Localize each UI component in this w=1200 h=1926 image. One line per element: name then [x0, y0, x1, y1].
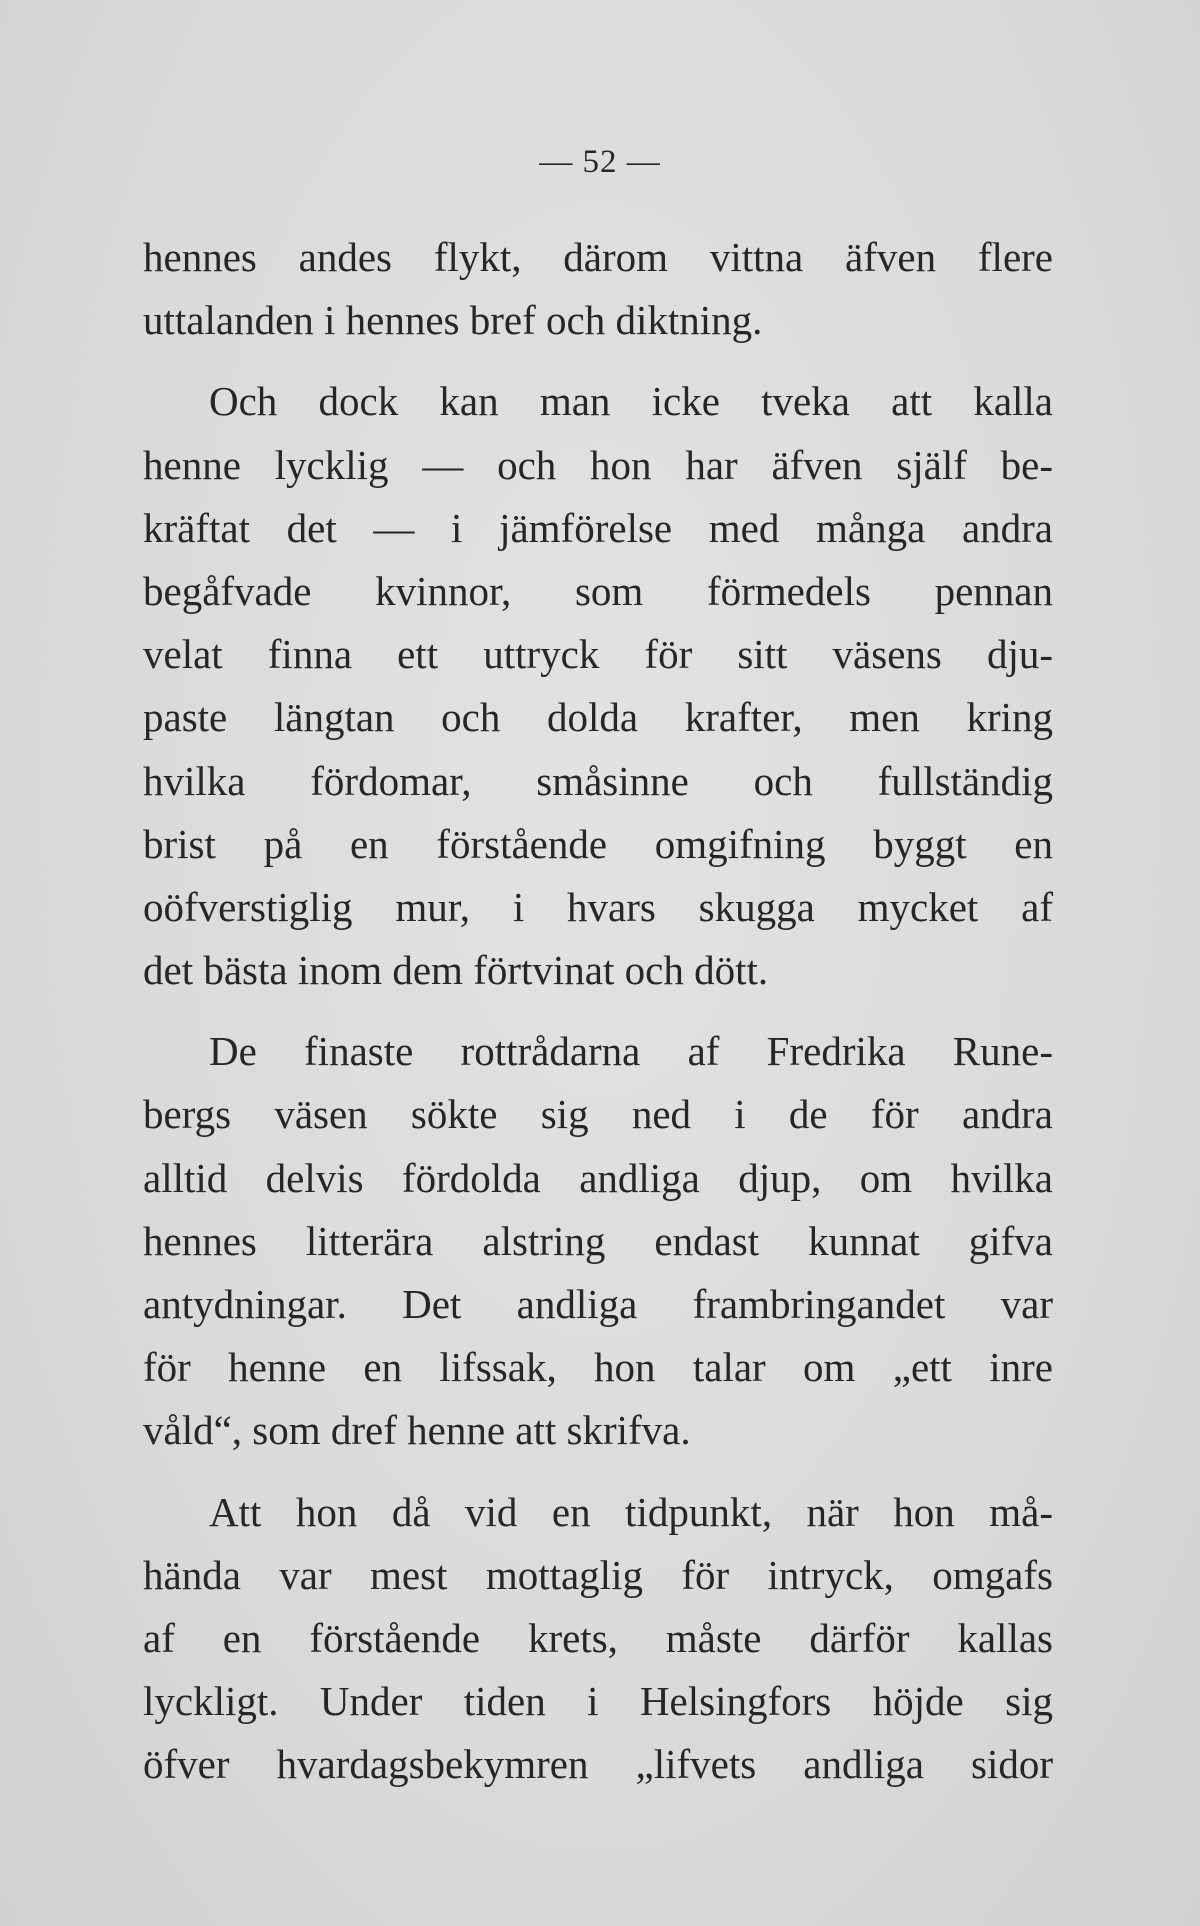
text-line: våld“, som dref henne att skrifva. — [143, 1407, 691, 1454]
paragraph — [143, 370, 1053, 1002]
text-line: velat finna ett uttryck för sitt väsens dju- — [143, 631, 1053, 678]
text-line: uttalanden i hennes bref och diktning. — [143, 297, 763, 344]
text-line: Och dock kan man icke tveka att kalla — [209, 378, 1053, 425]
text-line: oöfverstiglig mur, i hvars skugga mycket af — [143, 883, 1053, 930]
text-line: henne lycklig — och hon har äfven själf be- — [143, 441, 1053, 488]
paragraph — [143, 1020, 1053, 1462]
page-number: — 52 — — [539, 144, 661, 180]
text-line: bergs väsen sökte sig ned i de för andra — [143, 1091, 1053, 1138]
text-line: af en förstående krets, måste därför kallas — [143, 1614, 1053, 1661]
text-line: hennes litterära alstring endast kunnat gifva — [143, 1217, 1053, 1264]
paragraph — [143, 1481, 1053, 1797]
text-line: hvilka fördomar, småsinne och fullständig — [143, 757, 1053, 804]
text-line: öfver hvardagsbekymren „lifvets andliga sidor — [143, 1741, 1053, 1788]
text-line: begåfvade kvinnor, som förmedels pennan — [143, 567, 1053, 614]
text-line: för henne en lifssak, hon talar om „ett inre — [143, 1344, 1053, 1391]
text-line: alltid delvis fördolda andliga djup, om hvilka — [143, 1154, 1053, 1201]
text-line: kräftat det — i jämförelse med många andra — [143, 504, 1053, 551]
text-line: antydningar. Det andliga frambringandet var — [143, 1281, 1053, 1327]
text-line: brist på en förstående omgifning byggt en — [143, 820, 1053, 867]
text-line: lyckligt. Under tiden i Helsingfors höjde sig — [143, 1678, 1053, 1725]
text-line: Att hon då vid en tidpunkt, när hon må- — [209, 1488, 1053, 1535]
body-text — [143, 226, 1053, 1797]
text-line: De finaste rottrådarna af Fredrika Rune- — [209, 1028, 1053, 1075]
text-line: hända var mest mottaglig för intryck, omgafs — [143, 1551, 1053, 1598]
text-line: paste längtan och dolda krafter, men kring — [143, 694, 1053, 741]
text-line: det bästa inom dem förtvinat och dött. — [143, 947, 769, 994]
paragraph — [143, 226, 1053, 352]
text-line: hennes andes flykt, därom vittna äfven flere — [143, 234, 1053, 280]
